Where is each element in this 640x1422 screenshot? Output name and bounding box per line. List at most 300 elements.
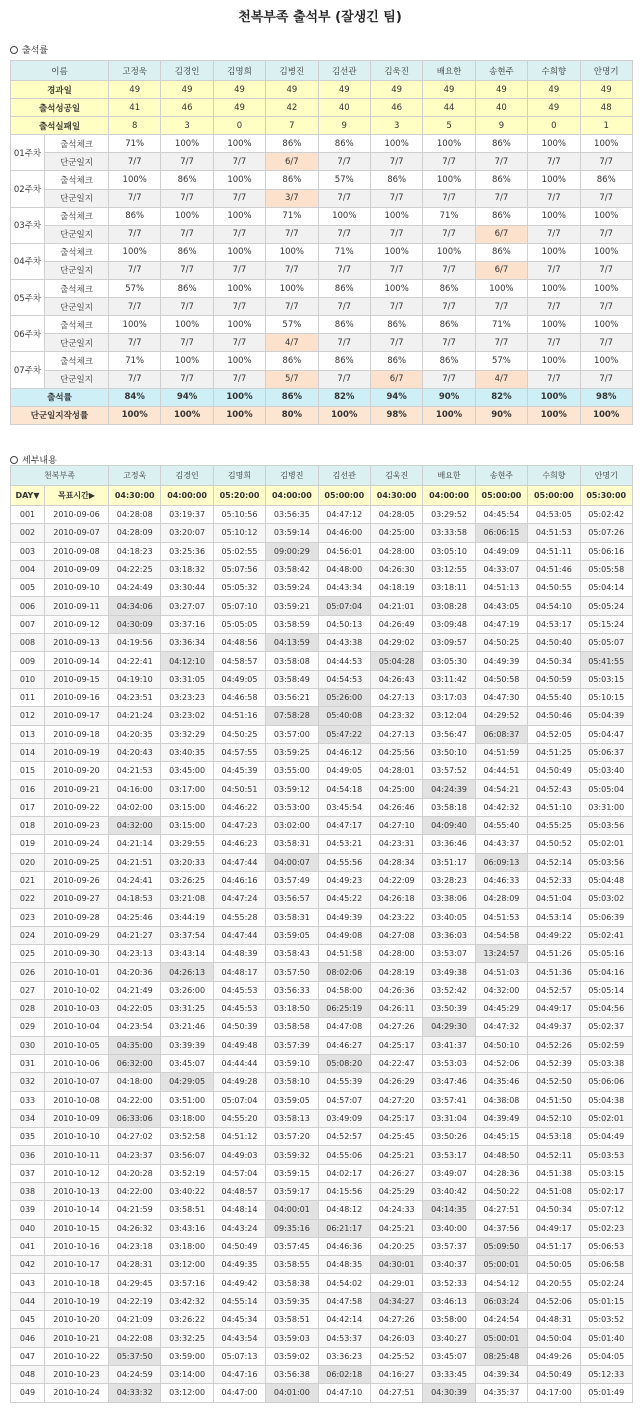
journal-value: 7/7 bbox=[370, 189, 422, 207]
time-cell: 05:05:07 bbox=[580, 634, 632, 652]
time-cell: 03:09:48 bbox=[423, 615, 475, 633]
summary-value: 41 bbox=[109, 99, 161, 117]
day-cell: 020 bbox=[11, 853, 45, 871]
time-cell: 04:25:17 bbox=[370, 1036, 422, 1054]
time-cell: 04:55:20 bbox=[213, 1109, 265, 1127]
time-cell: 04:53:21 bbox=[318, 835, 370, 853]
time-cell: 04:50:59 bbox=[528, 670, 580, 688]
check-value: 86% bbox=[370, 316, 422, 334]
time-cell: 04:53:37 bbox=[318, 1329, 370, 1347]
goal-time: 04:00:00 bbox=[161, 486, 213, 506]
time-cell: 04:51:53 bbox=[528, 524, 580, 542]
day-cell: 012 bbox=[11, 707, 45, 725]
check-value: 86% bbox=[423, 352, 475, 370]
time-cell: 06:03:24 bbox=[475, 1292, 527, 1310]
time-cell: 03:18:50 bbox=[266, 1000, 318, 1018]
time-cell: 04:20:28 bbox=[109, 1164, 161, 1182]
time-cell: 05:06:53 bbox=[580, 1237, 632, 1255]
table-row bbox=[11, 1000, 633, 1018]
time-cell: 04:55:40 bbox=[475, 817, 527, 835]
date-cell: 2010-10-02 bbox=[45, 981, 109, 999]
time-cell: 04:43:34 bbox=[318, 579, 370, 597]
time-cell: 03:12:00 bbox=[161, 1384, 213, 1402]
time-cell: 03:57:00 bbox=[266, 725, 318, 743]
time-cell: 04:23:13 bbox=[109, 945, 161, 963]
time-cell: 04:23:18 bbox=[109, 1237, 161, 1255]
table-row bbox=[11, 1329, 633, 1347]
journal-value: 7/7 bbox=[213, 225, 265, 243]
time-cell: 04:47:23 bbox=[213, 817, 265, 835]
journal-value: 6/7 bbox=[370, 370, 422, 388]
time-cell: 05:01:40 bbox=[580, 1329, 632, 1347]
time-cell: 03:58:59 bbox=[266, 615, 318, 633]
day-cell: 003 bbox=[11, 542, 45, 560]
week-check-row bbox=[11, 316, 633, 334]
time-cell: 04:27:13 bbox=[370, 725, 422, 743]
time-cell: 04:25:46 bbox=[109, 908, 161, 926]
time-cell: 04:45:22 bbox=[318, 890, 370, 908]
time-cell: 04:34:06 bbox=[109, 597, 161, 615]
time-cell: 03:40:35 bbox=[161, 743, 213, 761]
time-cell: 03:40:05 bbox=[423, 908, 475, 926]
time-cell: 03:59:24 bbox=[266, 579, 318, 597]
time-cell: 04:37:56 bbox=[475, 1219, 527, 1237]
time-cell: 04:21:51 bbox=[109, 853, 161, 871]
time-cell: 04:34:27 bbox=[370, 1292, 422, 1310]
week-check-row bbox=[11, 207, 633, 225]
column-header-member: 수희향 bbox=[528, 61, 580, 81]
day-cell: 026 bbox=[11, 963, 45, 981]
time-cell: 03:52:19 bbox=[161, 1164, 213, 1182]
check-label: 출석체크 bbox=[45, 171, 109, 189]
day-cell: 017 bbox=[11, 798, 45, 816]
time-cell: 03:40:00 bbox=[423, 1219, 475, 1237]
time-cell: 04:18:53 bbox=[109, 890, 161, 908]
time-cell: 03:59:35 bbox=[266, 1292, 318, 1310]
time-cell: 04:28:09 bbox=[475, 890, 527, 908]
summary-value: 46 bbox=[161, 99, 213, 117]
date-cell: 2010-09-26 bbox=[45, 871, 109, 889]
time-cell: 04:47:44 bbox=[213, 926, 265, 944]
week-journal-row bbox=[11, 370, 633, 388]
column-header-member: 김명희 bbox=[213, 466, 265, 486]
summary-value: 49 bbox=[213, 81, 265, 99]
time-cell: 04:21:09 bbox=[109, 1311, 161, 1329]
column-header-member: 김명희 bbox=[213, 61, 265, 81]
column-header-member: 송현주 bbox=[475, 466, 527, 486]
time-cell: 03:29:55 bbox=[161, 835, 213, 853]
check-value: 86% bbox=[161, 280, 213, 298]
time-cell: 03:12:04 bbox=[423, 707, 475, 725]
time-cell: 04:51:10 bbox=[528, 798, 580, 816]
time-cell: 04:30:39 bbox=[423, 1384, 475, 1402]
time-cell: 03:32:29 bbox=[161, 725, 213, 743]
time-cell: 05:02:01 bbox=[580, 1109, 632, 1127]
row-label: 출석실패일 bbox=[11, 117, 109, 135]
time-cell: 04:26:32 bbox=[109, 1219, 161, 1237]
time-cell: 04:02:00 bbox=[109, 798, 161, 816]
check-value: 100% bbox=[580, 280, 632, 298]
time-cell: 04:27:26 bbox=[370, 1311, 422, 1329]
day-cell: 007 bbox=[11, 615, 45, 633]
time-cell: 04:47:30 bbox=[475, 688, 527, 706]
check-value: 100% bbox=[423, 243, 475, 261]
journal-value: 3/7 bbox=[266, 189, 318, 207]
date-cell: 2010-10-13 bbox=[45, 1182, 109, 1200]
time-cell: 03:57:45 bbox=[266, 1237, 318, 1255]
date-cell: 2010-09-13 bbox=[45, 634, 109, 652]
goal-time: 05:00:00 bbox=[475, 486, 527, 506]
time-cell: 04:48:35 bbox=[318, 1256, 370, 1274]
check-value: 100% bbox=[370, 243, 422, 261]
summary-value: 0 bbox=[528, 117, 580, 135]
time-cell: 03:33:45 bbox=[423, 1365, 475, 1383]
check-value: 100% bbox=[213, 352, 265, 370]
day-cell: 011 bbox=[11, 688, 45, 706]
time-cell: 03:43:14 bbox=[161, 945, 213, 963]
time-cell: 03:58:18 bbox=[423, 798, 475, 816]
table-row bbox=[11, 1054, 633, 1072]
time-cell: 03:18:00 bbox=[161, 1109, 213, 1127]
time-cell: 04:24:49 bbox=[109, 579, 161, 597]
time-cell: 03:45:00 bbox=[161, 762, 213, 780]
journal-value: 7/7 bbox=[213, 189, 265, 207]
table-row bbox=[11, 1311, 633, 1329]
summary-value: 49 bbox=[266, 81, 318, 99]
time-cell: 05:05:24 bbox=[580, 597, 632, 615]
column-header-member: 김병진 bbox=[266, 61, 318, 81]
day-cell: 009 bbox=[11, 652, 45, 670]
time-cell: 04:50:10 bbox=[475, 1036, 527, 1054]
time-cell: 04:49:37 bbox=[528, 1018, 580, 1036]
time-cell: 04:52:14 bbox=[528, 853, 580, 871]
time-cell: 04:22:47 bbox=[370, 1054, 422, 1072]
time-cell: 04:51:38 bbox=[528, 1164, 580, 1182]
date-cell: 2010-10-21 bbox=[45, 1329, 109, 1347]
time-cell: 03:57:41 bbox=[423, 1091, 475, 1109]
time-cell: 03:40:22 bbox=[161, 1182, 213, 1200]
time-cell: 04:55:14 bbox=[213, 1292, 265, 1310]
time-cell: 03:40:27 bbox=[423, 1329, 475, 1347]
day-cell: 002 bbox=[11, 524, 45, 542]
time-cell: 04:48:39 bbox=[213, 945, 265, 963]
time-cell: 04:55:25 bbox=[528, 817, 580, 835]
time-cell: 04:22:09 bbox=[370, 871, 422, 889]
summary-value: 49 bbox=[580, 81, 632, 99]
time-cell: 03:53:03 bbox=[423, 1054, 475, 1072]
time-cell: 04:49:39 bbox=[475, 652, 527, 670]
check-value: 71% bbox=[423, 207, 475, 225]
time-cell: 04:52:57 bbox=[318, 1128, 370, 1146]
time-cell: 04:21:27 bbox=[109, 926, 161, 944]
summary-value: 49 bbox=[475, 81, 527, 99]
check-value: 100% bbox=[528, 352, 580, 370]
time-cell: 03:30:44 bbox=[161, 579, 213, 597]
journal-value: 7/7 bbox=[580, 225, 632, 243]
time-cell: 04:18:19 bbox=[370, 579, 422, 597]
table-row bbox=[11, 688, 633, 706]
summary-value: 49 bbox=[109, 81, 161, 99]
check-value: 86% bbox=[109, 207, 161, 225]
time-cell: 06:09:13 bbox=[475, 853, 527, 871]
time-cell: 04:50:40 bbox=[528, 634, 580, 652]
check-value: 86% bbox=[318, 135, 370, 153]
time-cell: 03:31:05 bbox=[161, 670, 213, 688]
time-cell: 05:04:48 bbox=[580, 871, 632, 889]
table-row bbox=[11, 1073, 633, 1091]
time-cell: 05:05:32 bbox=[213, 579, 265, 597]
week-journal-row bbox=[11, 153, 633, 171]
time-cell: 03:11:42 bbox=[423, 670, 475, 688]
time-cell: 04:50:52 bbox=[528, 835, 580, 853]
time-cell: 04:50:49 bbox=[213, 1237, 265, 1255]
time-cell: 03:47:46 bbox=[423, 1073, 475, 1091]
summary-value: 1 bbox=[580, 117, 632, 135]
time-cell: 04:39:34 bbox=[475, 1365, 527, 1383]
check-value: 71% bbox=[318, 243, 370, 261]
column-header-member: 고정욱 bbox=[109, 61, 161, 81]
time-cell: 04:50:46 bbox=[528, 707, 580, 725]
time-cell: 05:10:15 bbox=[580, 688, 632, 706]
time-cell: 03:36:46 bbox=[423, 835, 475, 853]
week-label: 02주차 bbox=[11, 171, 45, 207]
time-cell: 04:49:26 bbox=[528, 1347, 580, 1365]
time-cell: 04:47:10 bbox=[318, 1384, 370, 1402]
time-cell: 04:23:32 bbox=[370, 707, 422, 725]
date-cell: 2010-10-24 bbox=[45, 1384, 109, 1402]
column-header-member: 김경인 bbox=[161, 61, 213, 81]
date-cell: 2010-10-04 bbox=[45, 1018, 109, 1036]
time-cell: 03:58:49 bbox=[266, 670, 318, 688]
summary-value: 9 bbox=[475, 117, 527, 135]
date-cell: 2010-10-23 bbox=[45, 1365, 109, 1383]
check-value: 100% bbox=[161, 352, 213, 370]
table-row bbox=[11, 1201, 633, 1219]
time-cell: 03:57:49 bbox=[266, 871, 318, 889]
journal-value: 7/7 bbox=[370, 298, 422, 316]
time-cell: 03:37:54 bbox=[161, 926, 213, 944]
goal-time: 05:20:00 bbox=[213, 486, 265, 506]
row-label: 출석성공일 bbox=[11, 99, 109, 117]
time-cell: 03:59:03 bbox=[266, 1329, 318, 1347]
time-cell: 04:49:22 bbox=[528, 926, 580, 944]
time-cell: 04:28:05 bbox=[370, 506, 422, 524]
date-cell: 2010-10-11 bbox=[45, 1146, 109, 1164]
time-cell: 03:58:42 bbox=[266, 560, 318, 578]
time-cell: 06:32:00 bbox=[109, 1054, 161, 1072]
time-cell: 04:27:02 bbox=[109, 1128, 161, 1146]
journal-value: 7/7 bbox=[475, 153, 527, 171]
day-cell: 034 bbox=[11, 1109, 45, 1127]
time-cell: 03:12:00 bbox=[161, 1256, 213, 1274]
day-cell: 049 bbox=[11, 1384, 45, 1402]
date-cell: 2010-10-22 bbox=[45, 1347, 109, 1365]
table-row bbox=[11, 890, 633, 908]
time-cell: 04:33:07 bbox=[475, 560, 527, 578]
table-row bbox=[11, 524, 633, 542]
check-label: 출석체크 bbox=[45, 316, 109, 334]
table-row bbox=[11, 817, 633, 835]
summary-value: 5 bbox=[423, 117, 475, 135]
time-cell: 03:45:07 bbox=[423, 1347, 475, 1365]
time-cell: 04:49:05 bbox=[213, 670, 265, 688]
date-cell: 2010-10-05 bbox=[45, 1036, 109, 1054]
check-value: 86% bbox=[318, 352, 370, 370]
time-cell: 05:01:15 bbox=[580, 1292, 632, 1310]
time-cell: 04:25:21 bbox=[370, 1219, 422, 1237]
time-cell: 03:50:26 bbox=[423, 1128, 475, 1146]
time-cell: 04:51:26 bbox=[528, 945, 580, 963]
time-cell: 04:46:58 bbox=[213, 688, 265, 706]
week-check-row bbox=[11, 243, 633, 261]
time-cell: 04:47:00 bbox=[213, 1384, 265, 1402]
week-label: 01주차 bbox=[11, 135, 45, 171]
time-cell: 04:00:01 bbox=[266, 1201, 318, 1219]
day-sort-header: DAY▼ bbox=[11, 486, 45, 506]
week-label: 04주차 bbox=[11, 243, 45, 279]
time-cell: 03:44:19 bbox=[161, 908, 213, 926]
time-cell: 04:27:51 bbox=[370, 1384, 422, 1402]
time-cell: 05:06:58 bbox=[580, 1256, 632, 1274]
time-cell: 04:27:26 bbox=[370, 1018, 422, 1036]
time-cell: 03:21:46 bbox=[161, 1018, 213, 1036]
day-cell: 038 bbox=[11, 1182, 45, 1200]
time-cell: 03:43:16 bbox=[161, 1219, 213, 1237]
time-cell: 05:47:22 bbox=[318, 725, 370, 743]
time-cell: 03:19:37 bbox=[161, 506, 213, 524]
attendance-rate-row bbox=[11, 388, 633, 406]
time-cell: 04:49:48 bbox=[213, 1036, 265, 1054]
time-cell: 03:58:00 bbox=[423, 1311, 475, 1329]
time-cell: 03:12:55 bbox=[423, 560, 475, 578]
time-cell: 03:59:25 bbox=[266, 743, 318, 761]
day-cell: 032 bbox=[11, 1073, 45, 1091]
time-cell: 03:42:32 bbox=[161, 1292, 213, 1310]
time-cell: 04:50:34 bbox=[528, 652, 580, 670]
time-cell: 03:23:02 bbox=[161, 707, 213, 725]
check-value: 86% bbox=[318, 280, 370, 298]
time-cell: 04:30:09 bbox=[109, 615, 161, 633]
journal-value: 6/7 bbox=[475, 225, 527, 243]
date-cell: 2010-09-21 bbox=[45, 780, 109, 798]
column-header-member: 송현주 bbox=[475, 61, 527, 81]
time-cell: 04:53:05 bbox=[528, 506, 580, 524]
time-cell: 05:02:01 bbox=[580, 835, 632, 853]
time-cell: 04:26:36 bbox=[370, 981, 422, 999]
time-cell: 04:23:51 bbox=[109, 688, 161, 706]
time-cell: 04:19:10 bbox=[109, 670, 161, 688]
journal-value: 7/7 bbox=[370, 153, 422, 171]
time-cell: 04:50:55 bbox=[528, 579, 580, 597]
summary-value: 42 bbox=[266, 99, 318, 117]
check-value: 100% bbox=[109, 243, 161, 261]
week-label: 07주차 bbox=[11, 352, 45, 388]
journal-value: 7/7 bbox=[423, 370, 475, 388]
time-cell: 03:58:31 bbox=[266, 835, 318, 853]
time-cell: 03:59:15 bbox=[266, 1164, 318, 1182]
time-cell: 05:03:53 bbox=[580, 1146, 632, 1164]
day-cell: 018 bbox=[11, 817, 45, 835]
journal-value: 7/7 bbox=[318, 153, 370, 171]
time-cell: 06:33:06 bbox=[109, 1109, 161, 1127]
date-cell: 2010-10-03 bbox=[45, 1000, 109, 1018]
journal-value: 7/7 bbox=[161, 298, 213, 316]
journal-value: 7/7 bbox=[370, 225, 422, 243]
goal-label: 목표시간▶ bbox=[45, 486, 109, 506]
time-cell: 03:56:57 bbox=[266, 890, 318, 908]
time-cell: 04:21:01 bbox=[370, 597, 422, 615]
time-cell: 04:35:00 bbox=[109, 1036, 161, 1054]
time-cell: 03:08:28 bbox=[423, 597, 475, 615]
time-cell: 04:50:04 bbox=[528, 1329, 580, 1347]
time-cell: 04:28:19 bbox=[370, 963, 422, 981]
date-cell: 2010-10-14 bbox=[45, 1201, 109, 1219]
time-cell: 04:51:17 bbox=[528, 1237, 580, 1255]
column-header-member: 배요한 bbox=[423, 466, 475, 486]
time-cell: 03:18:00 bbox=[161, 1237, 213, 1255]
time-cell: 04:49:23 bbox=[318, 871, 370, 889]
day-cell: 008 bbox=[11, 634, 45, 652]
time-cell: 04:25:52 bbox=[370, 1347, 422, 1365]
table-row bbox=[11, 1146, 633, 1164]
attendance-summary-table bbox=[10, 60, 633, 425]
time-cell: 04:47:08 bbox=[318, 1018, 370, 1036]
time-cell: 05:03:56 bbox=[580, 817, 632, 835]
table-row bbox=[11, 707, 633, 725]
time-cell: 04:54:02 bbox=[318, 1274, 370, 1292]
summary-value: 3 bbox=[161, 117, 213, 135]
time-cell: 03:02:00 bbox=[266, 817, 318, 835]
journal-value: 7/7 bbox=[266, 298, 318, 316]
time-cell: 06:02:18 bbox=[318, 1365, 370, 1383]
check-value: 86% bbox=[475, 135, 527, 153]
time-cell: 05:07:13 bbox=[213, 1347, 265, 1365]
time-cell: 04:54:10 bbox=[528, 597, 580, 615]
date-cell: 2010-09-30 bbox=[45, 945, 109, 963]
summary-value: 48 bbox=[580, 99, 632, 117]
date-cell: 2010-09-14 bbox=[45, 652, 109, 670]
time-cell: 04:20:25 bbox=[370, 1237, 422, 1255]
journal-value: 7/7 bbox=[528, 370, 580, 388]
time-cell: 04:52:10 bbox=[528, 1109, 580, 1127]
time-cell: 04:52:43 bbox=[528, 780, 580, 798]
time-cell: 04:51:36 bbox=[528, 963, 580, 981]
check-value: 100% bbox=[161, 207, 213, 225]
time-cell: 03:45:54 bbox=[318, 798, 370, 816]
time-cell: 04:55:06 bbox=[318, 1146, 370, 1164]
time-cell: 05:04:16 bbox=[580, 963, 632, 981]
time-cell: 05:04:56 bbox=[580, 1000, 632, 1018]
time-cell: 04:29:05 bbox=[161, 1073, 213, 1091]
day-cell: 045 bbox=[11, 1311, 45, 1329]
time-cell: 04:58:57 bbox=[213, 652, 265, 670]
time-cell: 04:26:49 bbox=[370, 615, 422, 633]
time-cell: 04:55:56 bbox=[318, 853, 370, 871]
time-cell: 04:24:59 bbox=[109, 1365, 161, 1383]
time-cell: 04:51:04 bbox=[528, 890, 580, 908]
day-cell: 004 bbox=[11, 560, 45, 578]
time-cell: 04:23:37 bbox=[109, 1146, 161, 1164]
time-cell: 03:58:55 bbox=[266, 1256, 318, 1274]
time-cell: 05:02:41 bbox=[580, 926, 632, 944]
date-cell: 2010-10-18 bbox=[45, 1274, 109, 1292]
summary-value: 7 bbox=[266, 117, 318, 135]
page-title: 천복부족 출석부 (잘생긴 팀) bbox=[238, 10, 402, 25]
time-cell: 05:08:20 bbox=[318, 1054, 370, 1072]
journal-value: 7/7 bbox=[109, 261, 161, 279]
time-cell: 04:43:37 bbox=[475, 835, 527, 853]
week-journal-row bbox=[11, 261, 633, 279]
